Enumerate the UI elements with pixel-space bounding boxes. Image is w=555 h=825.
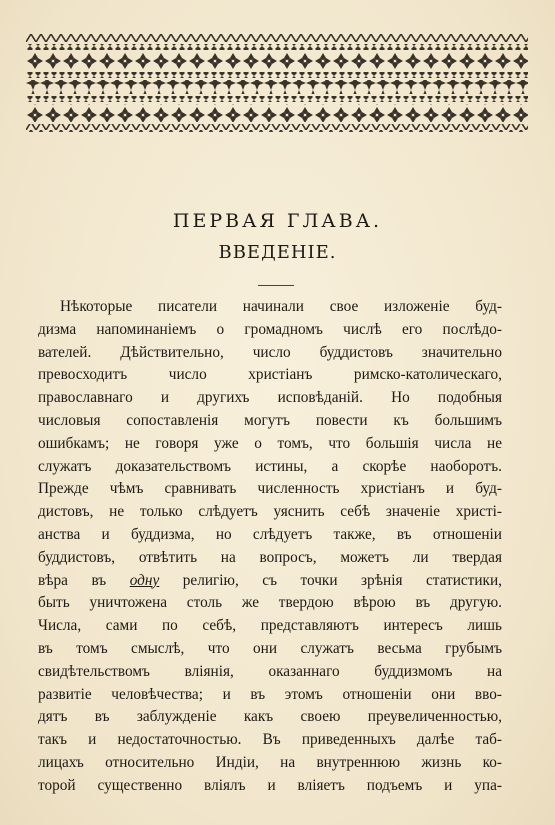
divider-rule: [258, 285, 294, 286]
text-line: православнаго и другихъ исповѣданій. Но подобныя: [38, 389, 502, 407]
text-line: дятъ въ заблужденіе какъ своею преувеличенностью,: [38, 708, 502, 726]
text-line: такъ и недостаточностью. Въ приведенныхъ далѣе таб-: [38, 731, 502, 749]
text-line: превосходитъ число христіанъ римско-католическаго,: [38, 366, 502, 384]
text-line: дистовъ, не только слѣдуетъ уяснить себѣ значеніе христі-: [38, 503, 502, 521]
text-line: ошибкамъ; не говоря уже о томъ, что большія числа не: [38, 434, 502, 452]
text-line-emphasis: [38, 570, 502, 593]
text-segment: вѣра въ: [38, 571, 130, 589]
text-line: лицахъ относительно Индіи, на внутреннюю жизнь ко-: [38, 753, 502, 771]
chapter-subtitle: ВВЕДЕНІЕ.: [218, 242, 337, 263]
text-line: вателей. Дѣйствительно, число буддистовъ значительно: [38, 343, 502, 361]
text-line: быть уничтожена столь же твердою вѣрою въ другую.: [38, 594, 502, 612]
text-line: числовыя сопоставленія могутъ повести къ большимъ: [38, 411, 502, 429]
chapter-title: ПЕРВАЯ ГЛАВА.: [172, 210, 383, 232]
emphasized-word: одну: [129, 571, 160, 589]
text-line: служатъ доказательствомъ истины, а скорѣе наоборотъ.: [38, 457, 502, 475]
text-line: Числа, сами по себѣ, представляютъ интересъ лишь: [38, 617, 502, 635]
text-line: анства и буддизма, но слѣдуетъ также, въ отношеніи: [38, 525, 502, 543]
text-line: Прежде чѣмъ сравнивать численность христіанъ и буд-: [38, 480, 502, 498]
text-line: торой существенно вліялъ и вліяетъ подъемъ и упа-: [38, 776, 502, 794]
decorative-header-ornament-icon: [26, 34, 528, 132]
body-paragraph: [38, 296, 502, 798]
text-line: въ томъ смыслѣ, что они служатъ весьма грубымъ: [38, 639, 502, 657]
text-line: развитіе человѣчества; и въ этомъ отношеніи они вво-: [38, 685, 502, 703]
text-line: буддистовъ, отвѣтить на вопросъ, можетъ ли твердая: [38, 548, 502, 566]
text-segment: религію, съ точки зрѣнія статистики,: [159, 571, 502, 589]
text-line: Нѣкоторые писатели начинали свое изложеніе буд-: [60, 298, 502, 315]
text-line: дизма напоминаніемъ о громадномъ числѣ его послѣдо-: [38, 320, 502, 338]
text-line: свидѣтельствомъ вліянія, оказаннаго буддизмомъ на: [38, 662, 502, 680]
